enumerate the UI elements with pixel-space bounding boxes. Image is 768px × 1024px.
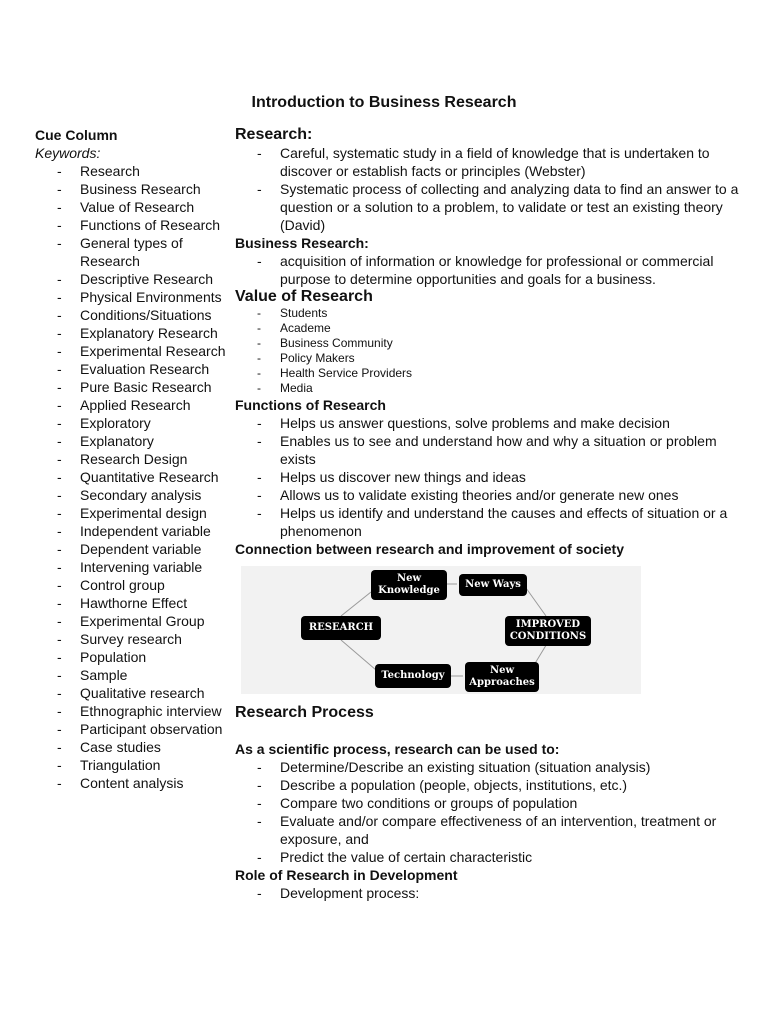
node-new-knowledge: New Knowledge [371,570,447,600]
keyword-item: - Control group [35,576,230,594]
node-new-ways: New Ways [459,574,527,596]
keyword-item: - Dependent variable [35,540,230,558]
keyword-item: - Conditions/Situations [35,306,230,324]
keyword-item: - Hawthorne Effect [35,594,230,612]
connection-heading: Connection between research and improvement of society [235,541,624,557]
notes-column [235,126,745,902]
list-item: - Business Community [235,336,745,351]
list-item: - Determine/Describe an existing situation (situation analysis) [235,758,745,776]
list-item: - Evaluate and/or compare effectiveness of an intervention, treatment or exposure, and [235,812,745,848]
list-item: - Enables us to see and understand how and why a situation or problem exists [235,432,745,468]
node-new-approaches: New Approaches [465,662,539,692]
list-item: - Allows us to validate existing theories and/or generate new ones [235,486,745,504]
list-item: - Academe [235,321,745,336]
keyword-item: - Explanatory Research [35,324,230,342]
list-item: - Development process: [235,884,745,902]
scientific-process-heading: As a scientific process, research can be used to: [235,741,560,757]
keyword-item: - Research Design [35,450,230,468]
keyword-item: - Evaluation Research [35,360,230,378]
keywords-label: Keywords: [35,145,101,161]
value-heading: Value of Research [235,288,373,305]
keyword-item: - Sample [35,666,230,684]
list-item: - Students [235,306,745,321]
keyword-item: - Research [35,162,230,180]
business-research-heading: Business Research: [235,235,369,251]
list-item: - Compare two conditions or groups of population [235,794,745,812]
research-heading: Research: [235,126,313,143]
keyword-item: - Physical Environments [35,288,230,306]
list-item: - Helps us discover new things and ideas [235,468,745,486]
keyword-item: - Functions of Research [35,216,230,234]
page-title-text: Introduction to Business Research [251,94,517,111]
keyword-item: - Ethnographic interview [35,702,230,720]
keyword-item: - Participant observation [35,720,230,738]
list-item: - Systematic process of collecting and analyzing data to find an answer to a question or a solution to a problem, to validate or test an existing theory (David) [235,180,745,234]
scientific-process-list [235,758,745,866]
keyword-item: - Quantitative Research [35,468,230,486]
page-title [0,94,768,112]
keyword-item: - Pure Basic Research [35,378,230,396]
functions-heading: Functions of Research [235,397,386,413]
cue-column [35,126,230,792]
keyword-item: - Descriptive Research [35,270,230,288]
keyword-item: - Secondary analysis [35,486,230,504]
keyword-item: - Value of Research [35,198,230,216]
functions-list [235,414,745,540]
research-process-heading: Research Process [235,704,374,721]
list-item: - Media [235,381,745,396]
list-item: - Describe a population (people, objects, institutions, etc.) [235,776,745,794]
connector-line [526,588,546,616]
development-heading: Role of Research in Development [235,867,458,883]
list-item: - Helps us answer questions, solve problems and make decision [235,414,745,432]
keyword-item: - Case studies [35,738,230,756]
list-item: - Helps us identify and understand the causes and effects of situation or a phenomenon [235,504,745,540]
cue-column-heading: Cue Column [35,127,118,143]
research-list [235,144,745,234]
business-research-list [235,252,745,288]
connector-line [341,592,371,616]
keyword-item: - Population [35,648,230,666]
list-item: - Careful, systematic study in a field of knowledge that is undertaken to discover or establish facts or principles (Webster) [235,144,745,180]
keyword-item: - Qualitative research [35,684,230,702]
node-research: RESEARCH [301,616,381,640]
keyword-item: - Exploratory [35,414,230,432]
keyword-item: - Independent variable [35,522,230,540]
keyword-item: - Intervening variable [35,558,230,576]
value-list [235,306,745,396]
keyword-item: - Applied Research [35,396,230,414]
keyword-item: - Content analysis [35,774,230,792]
list-item: - acquisition of information or knowledge for professional or commercial purpose to determine opportunities and goals for a business. [235,252,745,288]
node-technology: Technology [375,664,451,688]
keyword-item: - Survey research [35,630,230,648]
keyword-item: - Experimental Group [35,612,230,630]
list-item: - Policy Makers [235,351,745,366]
development-list [235,884,745,902]
keyword-item: - Business Research [35,180,230,198]
keyword-item: - Experimental design [35,504,230,522]
keyword-item: - Triangulation [35,756,230,774]
list-item: - Predict the value of certain characteristic [235,848,745,866]
list-item: - Health Service Providers [235,366,745,381]
research-cycle-diagram [241,566,641,694]
node-improved-conditions: IMPROVED CONDITIONS [505,616,591,646]
keyword-item: - Explanatory [35,432,230,450]
keyword-item: - General types of Research [35,234,230,270]
keyword-item: - Experimental Research [35,342,230,360]
connector-line [341,640,376,670]
keyword-list [35,162,230,792]
